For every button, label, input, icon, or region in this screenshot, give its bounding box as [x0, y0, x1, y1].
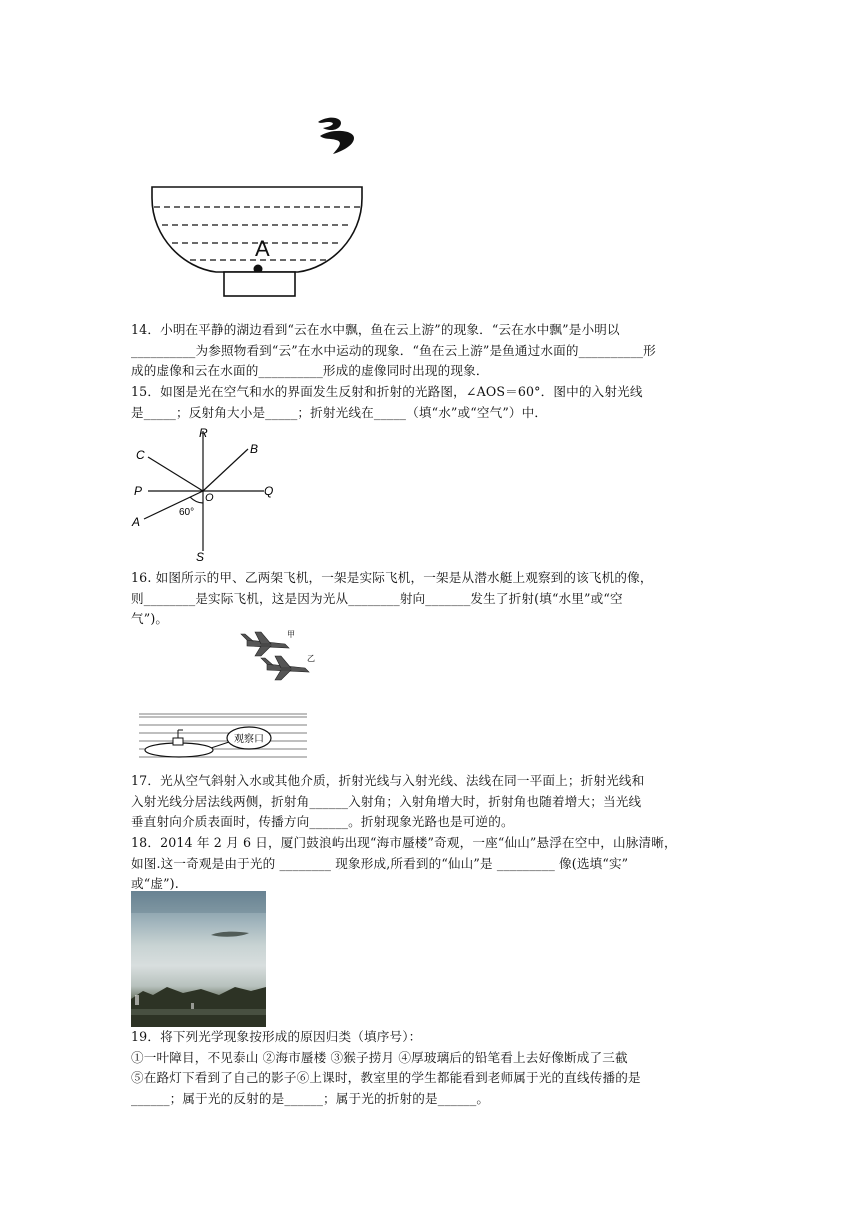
label-b: B	[250, 442, 259, 456]
refraction-diagram	[128, 423, 278, 565]
plane-submarine-figure	[137, 626, 317, 768]
observation-port-label: 观察口	[234, 734, 264, 745]
bowl-figure	[140, 108, 380, 303]
label-p: P	[134, 484, 143, 498]
bowl-base	[224, 272, 295, 296]
plane-icon	[241, 632, 289, 656]
plane-icon	[261, 656, 309, 680]
question-16: 16. 如图所示的甲、乙两架飞机，一架是实际飞机，一架是从潜水艇上观察到的该飞机的像， 则________是实际飞机，这是因为光从________射向_______发生了折射(填“水里”或“空 气”)。	[131, 570, 653, 626]
observation-port-callout	[211, 727, 271, 749]
question-17: 17．光从空气斜射入水或其他介质，折射光线与入射光线、法线在同一平面上；折射光线和 入射光线分居法线两侧，折射角______入射角；入射角增大时，折射角也随着增大；当光线 垂直射向介质表面时，传播方向______。折射现象光路也是可逆的。	[131, 773, 645, 829]
plane-label-yi: 乙	[307, 654, 315, 663]
question-18: 18．2014 年 2 月 6 日，厦门鼓浪屿出现“海市蜃楼”奇观，一座“仙山”悬浮在空中，山脉清晰， 如图.这一奇观是由于光的 ________ 现象形成,所看到的“仙山”是 _________ 像(选填“实” 或“虚”).	[131, 835, 677, 891]
label-c: C	[136, 448, 145, 462]
label-o: O	[205, 492, 214, 504]
mirage-photo	[131, 891, 266, 1027]
bowl-label-a: A	[255, 236, 270, 261]
ray-ob	[203, 449, 248, 491]
ray-oc	[148, 457, 203, 491]
bird-shape	[318, 118, 354, 154]
ray-oa	[144, 491, 203, 519]
label-r: R	[199, 426, 208, 440]
label-angle: 60°	[179, 507, 195, 518]
question-15: 15．如图是光在空气和水的界面发生反射和折射的光路图，∠AOS＝60°．图中的入射光线 是_____；反射角大小是_____；折射光线在_____（填“水”或“空气”）中．	[131, 384, 643, 420]
label-s: S	[196, 550, 205, 564]
submarine-icon	[145, 730, 213, 757]
question-19: 19．将下列光学现象按形成的原因归类（填序号）： ①一叶障目，不见泰山 ②海市蜃楼 ③猴子捞月 ④厚玻璃后的铅笔看上去好像断成了三截 ⑤在路灯下看到了自己的影子⑥上课时，教室里的学生都能看到老师属于光的直线传播的是 ______；属于光的反射的是______；属于光的折射的是______。	[131, 1029, 641, 1106]
question-14: 14．小明在平静的湖边看到“云在水中飘，鱼在云上游”的现象．“云在水中飘”是小明以 __________为参照物看到“云”在水中运动的现象．“鱼在云上游”是鱼通过水面的__________形 成的虚像和云在水面的__________形成的虚像同时出现的现象．	[131, 322, 656, 378]
label-a: A	[132, 515, 141, 529]
angle-arc	[190, 497, 203, 503]
plane-label-jia: 甲	[287, 630, 295, 639]
label-q: Q	[264, 484, 274, 498]
